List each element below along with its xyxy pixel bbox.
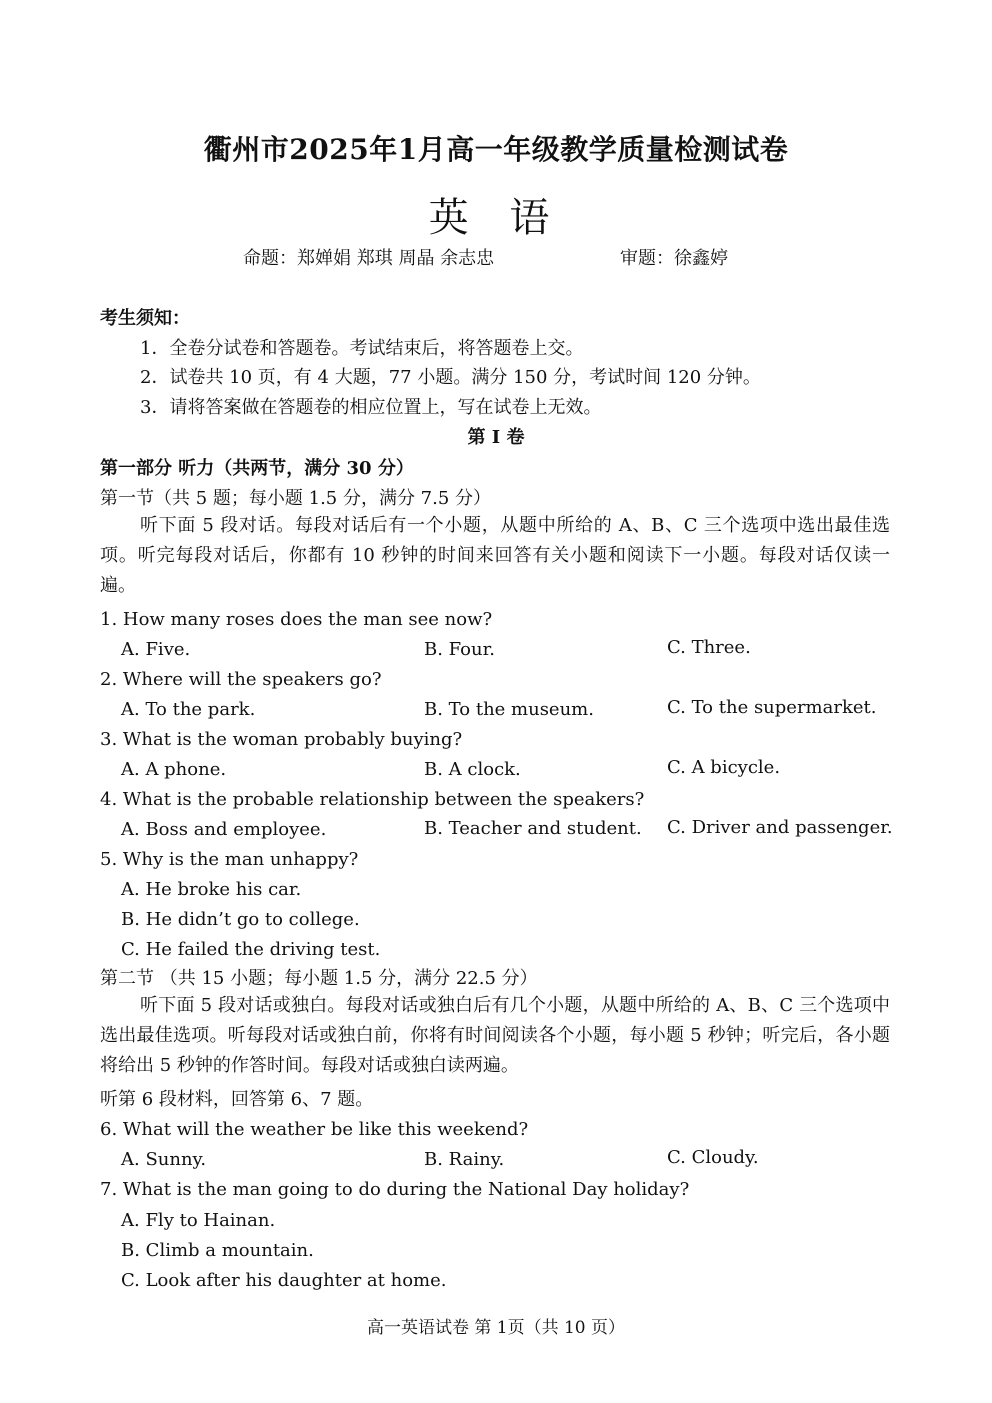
option-a: A. He broke his car. [121, 879, 302, 900]
section1-heading: 第一节（共 5 题；每小题 1.5 分，满分 7.5 分） [100, 488, 492, 509]
subject-title: 英 语 [428, 195, 564, 241]
option-c: C. To the supermarket. [667, 697, 877, 718]
part1-heading: 第一部分 听力（共两节，满分 30 分） [100, 458, 414, 479]
option-a: A. To the park. [121, 699, 256, 720]
option-c: C. Three. [667, 637, 751, 658]
material-note: 听第 6 段材料，回答第 6、7 题。 [100, 1089, 374, 1110]
option-a: A. Sunny. [121, 1149, 207, 1170]
volume-label: 第 I 卷 [467, 427, 525, 448]
option-b: B. He didn’t go to college. [121, 909, 360, 930]
exam-title: 衢州市2025年1月高一年级教学质量检测试卷 [203, 133, 789, 166]
option-a: A. Five. [121, 639, 191, 660]
option-c: C. Driver and passenger. [667, 817, 893, 838]
section2-heading: 第二节 （共 15 小题；每小题 1.5 分，满分 22.5 分） [100, 968, 538, 989]
reviewer-line: 审题：徐鑫婷 [620, 248, 728, 269]
option-a: A. Fly to Hainan. [121, 1210, 276, 1231]
question-stem: 1. How many roses does the man see now? [100, 609, 493, 630]
page-footer: 高一英语试卷 第 1页（共 10 页） [366, 1318, 626, 1338]
option-c: C. Look after his daughter at home. [121, 1270, 447, 1291]
question-stem: 3. What is the woman probably buying? [100, 729, 463, 750]
question-stem: 6. What will the weather be like this weekend? [100, 1119, 529, 1140]
question-stem: 2. Where will the speakers go? [100, 669, 382, 690]
option-a: A. A phone. [121, 759, 227, 780]
option-b: B. Teacher and student. [424, 818, 642, 839]
option-b: B. A clock. [424, 759, 521, 780]
option-b: B. To the museum. [424, 699, 594, 720]
option-a: A. Boss and employee. [121, 819, 327, 840]
notice-item: 1．全卷分试卷和答题卷。考试结束后，将答题卷上交。 [140, 338, 584, 359]
question-stem: 5. Why is the man unhappy? [100, 849, 359, 870]
option-b: B. Climb a mountain. [121, 1240, 314, 1261]
option-b: B. Rainy. [424, 1149, 505, 1170]
question-stem: 7. What is the man going to do during the National Day holiday? [100, 1179, 690, 1200]
notice-item: 2．试卷共 10 页，有 4 大题，77 小题。满分 150 分，考试时间 120 分钟。 [140, 367, 761, 388]
notice-heading: 考生须知： [100, 308, 190, 329]
option-c: C. Cloudy. [667, 1147, 759, 1168]
option-c: C. A bicycle. [667, 757, 781, 778]
authors-line: 命题：郑婵娟 郑琪 周晶 余志忠 [243, 248, 495, 269]
question-stem: 4. What is the probable relationship between the speakers? [100, 789, 645, 810]
option-c: C. He failed the driving test. [121, 939, 381, 960]
notice-item: 3．请将答案做在答题卷的相应位置上，写在试卷上无效。 [140, 397, 602, 418]
section2-instructions: 听下面 5 段对话或独白。每段对话或独白后有几个小题，从题中所给的 A、B、C 三个选项中选出最佳选项。听每段对话或独白前，你将有时间阅读各个小题，每小题 5 秒钟；听完后，各小题将给出 5 秒钟的作答时间。每段对话或独白读两遍。 [100, 995, 890, 1076]
option-b: B. Four. [424, 639, 495, 660]
section1-instructions: 听下面 5 段对话。每段对话后有一个小题，从题中所给的 A、B、C 三个选项中选出最佳选项。听完每段对话后，你都有 10 秒钟的时间来回答有关小题和阅读下一小题。每段对话仅读一遍。 [100, 515, 890, 596]
